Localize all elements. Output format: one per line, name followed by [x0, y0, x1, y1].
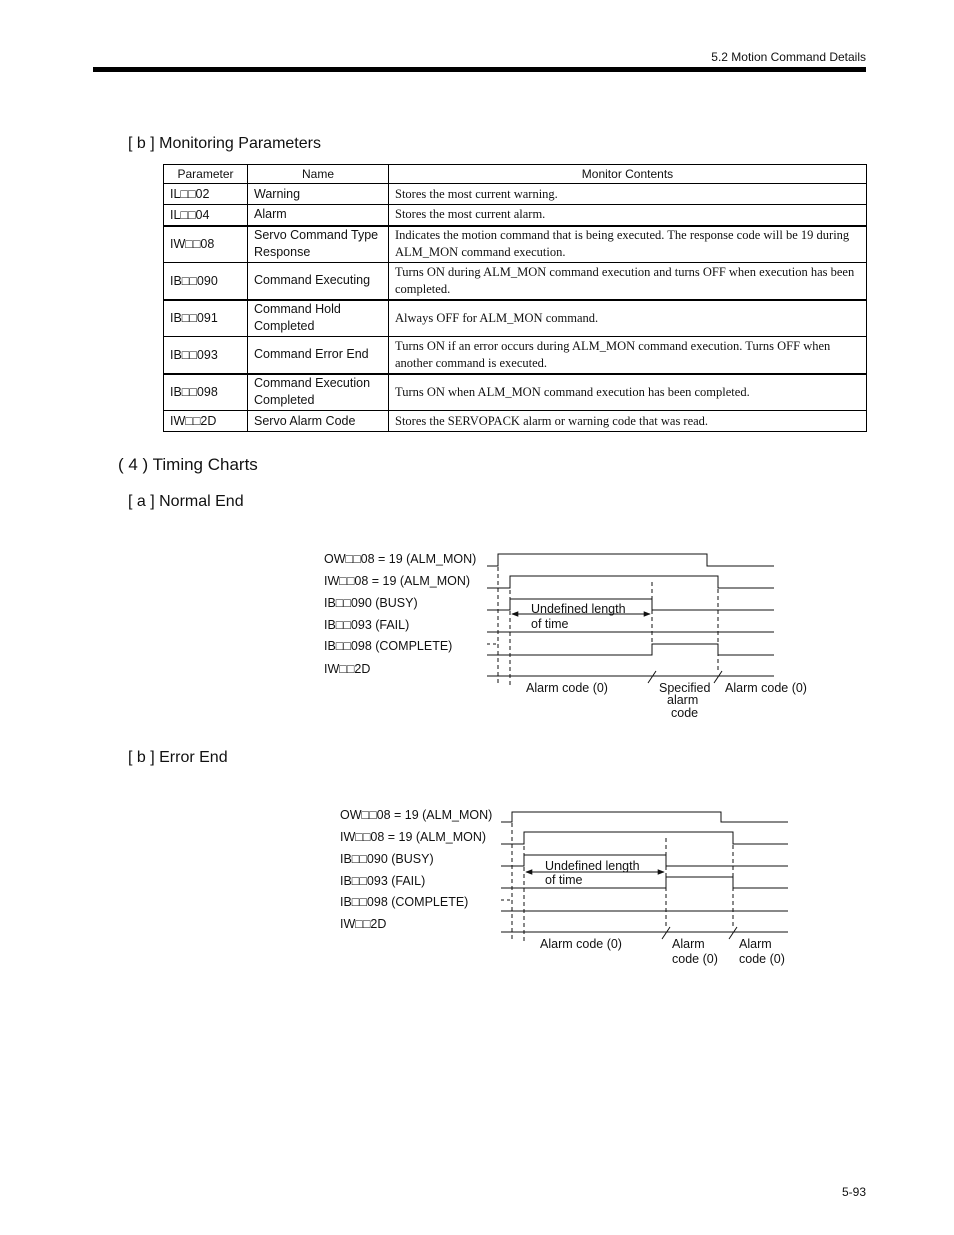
alarm-code-label: Alarm code (0) [540, 937, 622, 951]
alarm-code-label: Alarm [739, 937, 772, 951]
contents-cell: Stores the most current warning. [389, 184, 867, 205]
timing-chart-normal-end [0, 540, 954, 730]
monitoring-parameters-table [163, 164, 867, 432]
table-row [164, 226, 867, 263]
table-row [164, 411, 867, 432]
table-row [164, 337, 867, 374]
param-cell: IW□□08 [164, 226, 248, 263]
param-cell: IL□□02 [164, 184, 248, 205]
signal-label: IB□□093 (FAIL) [324, 618, 410, 632]
alarm-code-label: Alarm code (0) [526, 681, 608, 695]
name-cell: Servo Command Type Response [248, 226, 389, 263]
running-header: 5.2 Motion Command Details [711, 50, 866, 64]
table-header-row [164, 165, 867, 184]
specified-alarm-label: alarm [667, 693, 699, 707]
param-cell: IL□□04 [164, 205, 248, 226]
section-title-normal-end: [ a ] Normal End [128, 493, 244, 510]
specified-alarm-label: Specified [659, 681, 711, 695]
param-cell: IB□□090 [164, 263, 248, 300]
signal-label: OW□□08 = 19 (ALM_MON) [324, 552, 477, 566]
undefined-label: Undefined length [531, 602, 626, 616]
name-cell: Command Executing [248, 263, 389, 300]
undefined-label: Undefined length [545, 859, 640, 873]
section-title-monitoring: [ b ] Monitoring Parameters [128, 135, 321, 152]
signal-label: IW□□2D [324, 662, 371, 676]
contents-cell: Turns ON if an error occurs during ALM_MON command execution. Turns OFF when another command is executed. [389, 337, 867, 374]
contents-cell: Turns ON when ALM_MON command execution has been completed. [389, 374, 867, 411]
col-header-name: Name [248, 165, 389, 184]
param-cell: IW□□2D [164, 411, 248, 432]
signal-label: IW□□08 = 19 (ALM_MON) [324, 574, 471, 588]
name-cell: Warning [248, 184, 389, 205]
signal-label: IB□□090 (BUSY) [340, 852, 434, 866]
contents-cell: Indicates the motion command that is being executed. The response code will be 19 during ALM_MON command execution. [389, 226, 867, 263]
name-cell: Command Error End [248, 337, 389, 374]
name-cell: Command Hold Completed [248, 300, 389, 337]
section-title-error-end: [ b ] Error End [128, 749, 228, 766]
contents-cell: Stores the SERVOPACK alarm or warning code that was read. [389, 411, 867, 432]
undefined-label: of time [531, 617, 569, 631]
signal-label: OW□□08 = 19 (ALM_MON) [340, 808, 493, 822]
header-rule [93, 67, 866, 72]
col-header-parameter: Parameter [164, 165, 248, 184]
contents-cell: Turns ON during ALM_MON command execution and turns OFF when execution has been completed. [389, 263, 867, 300]
timing-chart-error-end [0, 796, 954, 976]
param-cell: IB□□091 [164, 300, 248, 337]
alarm-code-label: code (0) [672, 952, 718, 966]
param-cell: IB□□093 [164, 337, 248, 374]
contents-cell: Always OFF for ALM_MON command. [389, 300, 867, 337]
col-header-monitor-contents: Monitor Contents [389, 165, 867, 184]
alarm-code-label: Alarm code (0) [725, 681, 807, 695]
alarm-code-label: code (0) [739, 952, 785, 966]
table-row [164, 263, 867, 300]
table-row [164, 300, 867, 337]
param-cell: IB□□098 [164, 374, 248, 411]
signal-label: IW□□2D [340, 917, 387, 931]
signal-label: IB□□098 (COMPLETE) [340, 895, 469, 909]
name-cell: Command Execution Completed [248, 374, 389, 411]
undefined-label: of time [545, 873, 583, 887]
specified-alarm-label: code [671, 706, 699, 720]
alarm-code-label: Alarm [672, 937, 705, 951]
section-title-timing-charts: ( 4 ) Timing Charts [118, 455, 258, 474]
name-cell: Alarm [248, 205, 389, 226]
page-number: 5-93 [841, 1185, 866, 1199]
contents-cell: Stores the most current alarm. [389, 205, 867, 226]
name-cell: Servo Alarm Code [248, 411, 389, 432]
signal-label: IB□□093 (FAIL) [340, 874, 426, 888]
signal-label: IB□□098 (COMPLETE) [324, 639, 453, 653]
table-row [164, 184, 867, 205]
signal-label: IB□□090 (BUSY) [324, 596, 418, 610]
table-row [164, 374, 867, 411]
signal-label: IW□□08 = 19 (ALM_MON) [340, 830, 487, 844]
table-row [164, 205, 867, 226]
